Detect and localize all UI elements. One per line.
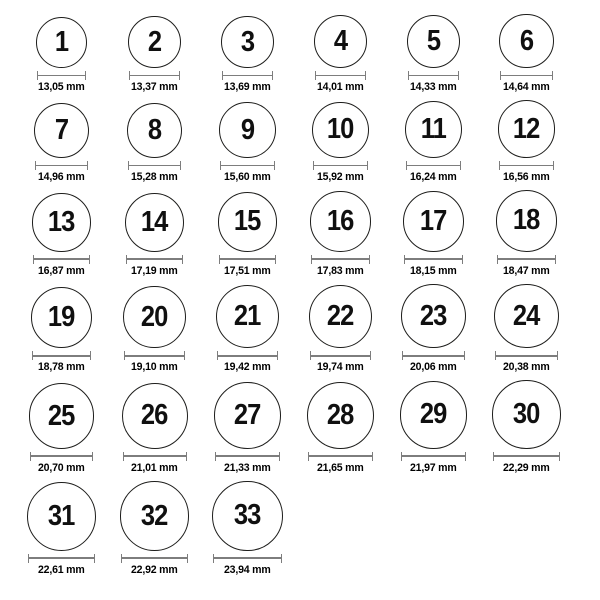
size-number: 3 — [240, 25, 255, 58]
diameter-label: 14,01 mm — [317, 81, 364, 94]
ring-size-item — [15, 383, 108, 473]
diameter-label: 13,05 mm — [38, 81, 85, 94]
diameter-ruler — [406, 161, 461, 170]
diameter-label: 18,47 mm — [503, 264, 550, 277]
size-number: 8 — [147, 113, 162, 146]
diameter-label: 17,83 mm — [317, 264, 364, 277]
size-number: 31 — [48, 499, 75, 532]
size-number: 30 — [513, 398, 540, 431]
ring-size-item — [387, 101, 480, 183]
ring-size-item — [480, 190, 573, 276]
diameter-ruler — [129, 71, 179, 80]
diameter-ruler — [35, 161, 88, 170]
size-number: 5 — [426, 24, 441, 57]
size-number: 21 — [234, 300, 261, 333]
diameter-ruler — [124, 351, 185, 360]
diameter-label: 15,92 mm — [317, 171, 364, 184]
size-number: 20 — [141, 300, 168, 333]
size-row-5 — [15, 380, 600, 473]
size-number: 12 — [513, 112, 540, 145]
size-circle — [401, 284, 465, 348]
diameter-ruler — [220, 161, 274, 170]
diameter-label: 23,94 mm — [224, 563, 271, 576]
ring-size-item — [387, 284, 480, 373]
ring-size-item — [480, 100, 573, 183]
diameter-ruler — [32, 351, 92, 360]
size-number: 9 — [240, 113, 255, 146]
diameter-label: 15,28 mm — [131, 171, 178, 184]
size-number: 16 — [327, 205, 354, 238]
size-number: 7 — [54, 114, 69, 147]
diameter-label: 13,69 mm — [224, 81, 271, 94]
diameter-ruler — [30, 452, 93, 461]
diameter-ruler — [499, 161, 555, 170]
ring-size-item — [108, 103, 201, 184]
diameter-ruler — [497, 255, 556, 264]
diameter-ruler — [493, 452, 559, 461]
size-circle — [403, 191, 464, 252]
size-circle — [492, 380, 560, 448]
size-circle — [29, 383, 94, 448]
diameter-ruler — [500, 71, 552, 80]
size-circle — [221, 16, 274, 69]
diameter-ruler — [213, 554, 281, 563]
size-circle — [314, 15, 367, 68]
diameter-ruler — [28, 554, 95, 563]
diameter-ruler — [404, 255, 463, 264]
size-circle — [310, 191, 370, 251]
diameter-label: 19,42 mm — [224, 361, 271, 374]
diameter-ruler — [308, 452, 373, 461]
diameter-ruler — [219, 255, 277, 264]
size-circle — [125, 193, 184, 252]
ring-size-item — [15, 17, 108, 94]
size-number: 33 — [234, 499, 261, 532]
diameter-label: 21,33 mm — [224, 461, 271, 474]
size-number: 11 — [420, 113, 447, 146]
diameter-label: 16,87 mm — [38, 264, 85, 277]
ring-size-item — [108, 16, 201, 93]
ring-size-item — [201, 382, 294, 474]
size-number: 4 — [333, 25, 348, 58]
diameter-label: 17,51 mm — [224, 264, 271, 277]
size-circle — [400, 381, 468, 449]
size-circle — [494, 284, 559, 349]
size-number: 26 — [141, 399, 168, 432]
ring-size-item — [294, 102, 387, 184]
diameter-ruler — [408, 71, 460, 80]
size-circle — [499, 14, 553, 68]
diameter-ruler — [37, 71, 87, 80]
size-circle — [496, 190, 557, 251]
size-circle — [36, 17, 88, 69]
diameter-label: 18,78 mm — [38, 361, 85, 374]
diameter-label: 14,33 mm — [410, 81, 457, 94]
size-number: 18 — [513, 204, 540, 237]
ring-size-item — [201, 481, 294, 576]
size-circle — [498, 100, 556, 158]
diameter-label: 20,38 mm — [503, 361, 550, 374]
size-number: 25 — [48, 399, 75, 432]
diameter-ruler — [315, 71, 366, 80]
diameter-label: 18,15 mm — [410, 264, 457, 277]
ring-size-item — [480, 284, 573, 374]
size-circle — [212, 481, 282, 551]
size-number: 22 — [327, 300, 354, 333]
size-circle — [312, 102, 369, 159]
size-circle — [27, 482, 96, 551]
size-circle — [120, 481, 189, 550]
size-number: 14 — [141, 205, 168, 238]
ring-size-item — [108, 193, 201, 277]
size-number: 2 — [147, 25, 162, 58]
diameter-label: 20,70 mm — [38, 461, 85, 474]
ring-size-item — [294, 15, 387, 93]
diameter-label: 22,29 mm — [503, 461, 550, 474]
diameter-label: 22,61 mm — [38, 563, 85, 576]
size-circle — [127, 103, 183, 159]
diameter-ruler — [495, 351, 558, 360]
size-circle — [309, 285, 373, 349]
diameter-label: 16,24 mm — [410, 171, 457, 184]
size-number: 17 — [420, 204, 447, 237]
ring-size-item — [15, 482, 108, 576]
size-number: 6 — [519, 24, 534, 57]
diameter-label: 17,19 mm — [131, 264, 178, 277]
size-number: 10 — [327, 113, 354, 146]
ring-size-item — [15, 287, 108, 374]
ring-size-item — [15, 103, 108, 183]
diameter-label: 22,92 mm — [131, 563, 178, 576]
diameter-ruler — [123, 452, 187, 461]
ring-size-item — [201, 102, 294, 183]
size-row-1 — [15, 14, 600, 93]
size-row-4 — [15, 284, 600, 374]
ring-size-item — [387, 15, 480, 94]
size-circle — [123, 286, 186, 349]
ring-size-item — [294, 285, 387, 374]
size-number: 1 — [54, 26, 69, 59]
size-circle — [214, 382, 281, 449]
size-number: 15 — [234, 205, 261, 238]
diameter-label: 21,01 mm — [131, 461, 178, 474]
diameter-ruler — [313, 161, 368, 170]
diameter-label: 19,10 mm — [131, 361, 178, 374]
ring-size-item — [480, 380, 573, 473]
size-circle — [218, 192, 278, 252]
size-number: 27 — [234, 398, 261, 431]
size-number: 24 — [513, 299, 540, 332]
ring-size-item — [108, 481, 201, 575]
ring-size-item — [108, 383, 201, 474]
size-number: 23 — [420, 299, 447, 332]
diameter-label: 16,56 mm — [503, 171, 550, 184]
diameter-label: 21,97 mm — [410, 461, 457, 474]
size-circle — [307, 382, 374, 449]
size-row-2 — [15, 100, 600, 183]
diameter-ruler — [128, 161, 182, 170]
ring-size-item — [480, 14, 573, 93]
ring-size-item — [201, 16, 294, 94]
ring-size-item — [108, 286, 201, 374]
diameter-ruler — [401, 452, 467, 461]
size-circle — [32, 193, 90, 251]
ring-size-item — [201, 285, 294, 373]
diameter-ruler — [215, 452, 280, 461]
diameter-ruler — [402, 351, 464, 360]
ring-size-item — [387, 381, 480, 474]
ring-size-item — [15, 193, 108, 276]
diameter-label: 21,65 mm — [317, 461, 364, 474]
size-circle — [34, 103, 89, 158]
size-number: 19 — [48, 300, 75, 333]
size-row-6 — [15, 481, 600, 576]
ring-size-item — [387, 191, 480, 277]
size-circle — [407, 15, 461, 69]
size-number: 13 — [48, 205, 75, 238]
size-circle — [122, 383, 188, 449]
diameter-label: 19,74 mm — [317, 361, 364, 374]
ring-size-item — [201, 192, 294, 277]
diameter-ruler — [217, 351, 278, 360]
ring-size-item — [294, 382, 387, 474]
size-circle — [128, 16, 180, 68]
size-circle — [216, 285, 279, 348]
size-number: 32 — [141, 499, 168, 532]
size-circle — [405, 101, 462, 158]
ring-size-item — [294, 191, 387, 276]
size-number: 28 — [327, 398, 354, 431]
size-circle — [31, 287, 93, 349]
diameter-ruler — [121, 554, 188, 563]
diameter-label: 20,06 mm — [410, 361, 457, 374]
diameter-label: 14,64 mm — [503, 81, 550, 94]
diameter-label: 15,60 mm — [224, 171, 271, 184]
diameter-ruler — [311, 255, 369, 264]
size-number: 29 — [420, 398, 447, 431]
diameter-ruler — [310, 351, 372, 360]
diameter-label: 13,37 mm — [131, 81, 178, 94]
size-circle — [219, 102, 275, 158]
size-row-3 — [15, 190, 600, 276]
diameter-ruler — [33, 255, 89, 264]
diameter-ruler — [126, 255, 183, 264]
diameter-ruler — [222, 71, 273, 80]
diameter-label: 14,96 mm — [38, 171, 85, 184]
